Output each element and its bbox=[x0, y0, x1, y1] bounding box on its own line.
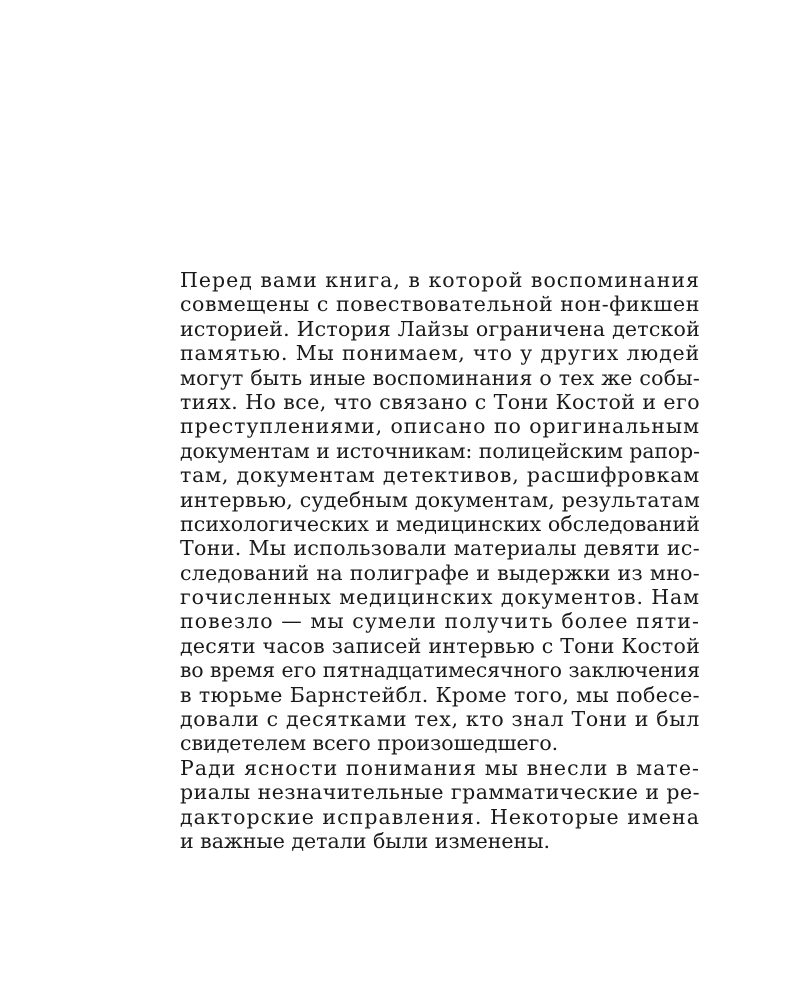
text-line: преступлениями, описано по оригинальным bbox=[180, 414, 700, 439]
body-text bbox=[180, 268, 700, 853]
text-line: в тюрьме Барнстейбл. Кроме того, мы побесе- bbox=[180, 682, 700, 707]
text-line: следований на полиграфе и выдержки из мно- bbox=[180, 560, 700, 585]
text-line: историей. История Лайзы ограничена детской bbox=[180, 316, 700, 341]
paragraph-1 bbox=[180, 268, 700, 756]
text-line: тиях. Но все, что связано с Тони Костой и его bbox=[180, 389, 700, 414]
text-line: могут быть иные воспоминания о тех же собы- bbox=[180, 365, 700, 390]
text-line: риалы незначительные грамматические и ре- bbox=[180, 780, 700, 805]
text-line: повезло — мы сумели получить более пяти- bbox=[180, 609, 700, 634]
text-line: Перед вами книга, в которой воспоминания bbox=[180, 268, 700, 292]
text-line: свидетелем всего произошедшего. bbox=[180, 731, 559, 756]
text-line: совмещены с повествовательной нон-фикшен bbox=[180, 292, 700, 317]
text-line: там, документам детективов, расшифровкам bbox=[180, 463, 700, 488]
text-line: и важные детали были изменены. bbox=[180, 828, 551, 853]
text-line: во время его пятнадцатимесячного заключения bbox=[180, 658, 700, 683]
text-line: гочисленных медицинских документов. Нам bbox=[180, 585, 700, 610]
text-line: Ради ясности понимания мы внесли в мате- bbox=[180, 755, 700, 780]
text-line: Тони. Мы использовали материалы девяти ис- bbox=[180, 536, 700, 561]
text-line: довали с десятками тех, кто знал Тони и был bbox=[180, 707, 700, 732]
text-line: памятью. Мы понимаем, что у других людей bbox=[180, 341, 700, 366]
text-line: психологических и медицинских обследований bbox=[180, 511, 700, 536]
text-line: документам и источникам: полицейским рапор- bbox=[180, 438, 700, 463]
paragraph-2 bbox=[180, 756, 700, 854]
text-line: интервью, судебным документам, результатам bbox=[180, 487, 700, 512]
text-line: дакторские исправления. Некоторые имена bbox=[180, 804, 700, 829]
text-line: десяти часов записей интервью с Тони Костой bbox=[180, 633, 700, 658]
